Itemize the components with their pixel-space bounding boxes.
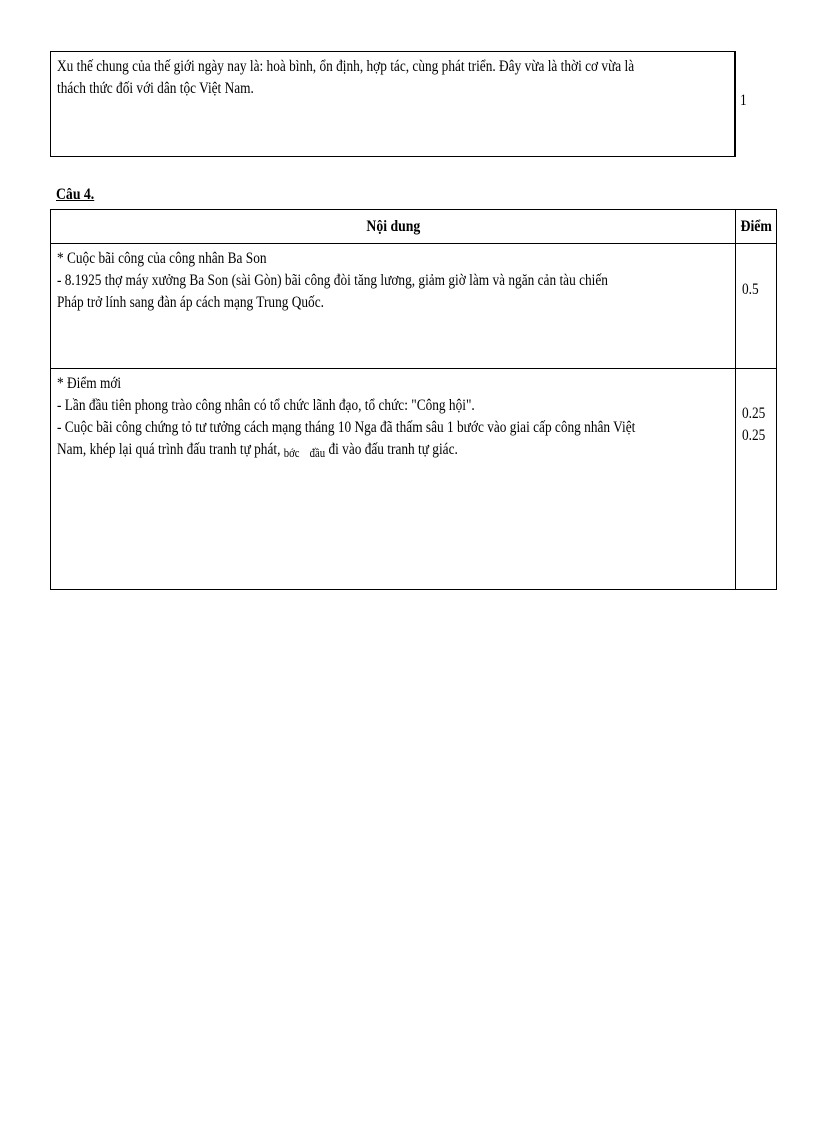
question-heading: Câu 4. [56, 186, 95, 203]
content-fragment: đầu [309, 446, 326, 460]
content-line: Xu thế chung của thế giới ngày nay là: hoà bình, ổn định, hợp tác, cùng phát triển. Đây vừa là thời cơ vừa là [57, 58, 635, 75]
score-value: 0.5 [742, 281, 760, 298]
column-header-content: Nội dung [51, 210, 736, 244]
score-cell [736, 369, 776, 590]
content-line: Pháp trở lính sang đàn áp cách mạng Trung Quốc. [57, 294, 324, 311]
content-fragment: bớc [283, 446, 300, 460]
score-value: 0.25 [742, 405, 766, 422]
content-fragment [300, 441, 310, 458]
content-line: * Điểm mới [57, 375, 122, 392]
table-header-row [51, 210, 777, 244]
column-header-score: Điểm [736, 210, 776, 244]
content-fragment: Nam, khép lại quá trình đấu tranh tự phát, [57, 441, 284, 458]
top-answer-table [50, 51, 747, 157]
table-row [51, 244, 777, 369]
score-value: 0.25 [742, 427, 766, 444]
table-row [51, 52, 736, 157]
question-4-table [50, 209, 777, 590]
content-line: - 8.1925 thợ máy xưởng Ba Son (sài Gòn) bãi công đòi tăng lương, giảm giờ làm và ngăn cản tàu chiến [57, 272, 608, 289]
content-line: thách thức đối với dân tộc Việt Nam. [57, 80, 254, 97]
content-fragment: đi vào đấu tranh tự giác. [325, 441, 458, 458]
score-cell [735, 52, 747, 157]
content-cell [51, 52, 735, 157]
content-line: * Cuộc bãi công của công nhân Ba Son [57, 250, 267, 267]
content-cell [51, 369, 736, 590]
content-line: - Lần đầu tiên phong trào công nhân có tổ chức lãnh đạo, tổ chức: "Công hội". [57, 397, 475, 414]
score-cell [736, 244, 776, 369]
content-line: - Cuộc bãi công chứng tỏ tư tưởng cách mạng tháng 10 Nga đã thấm sâu 1 bước vào giai cấp công nhân Việt [57, 419, 636, 436]
content-cell [51, 244, 736, 369]
content-line [57, 439, 635, 464]
score-value: 1 [740, 92, 747, 109]
table-row [51, 369, 777, 590]
